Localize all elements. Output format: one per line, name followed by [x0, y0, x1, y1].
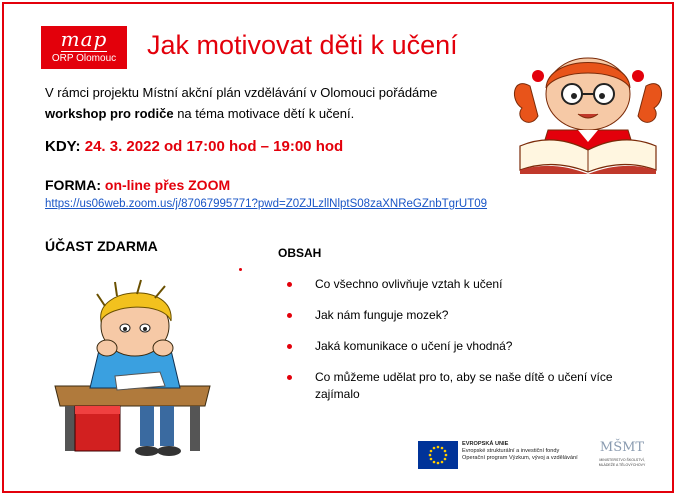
- intro-text: [45, 82, 485, 124]
- msmt-logo: [596, 438, 648, 478]
- eu-line-3: Operační program Výzkum, vývoj a vzdělávání: [462, 455, 578, 461]
- list-item-text: Co všechno ovlivňuje vztah k učení: [315, 277, 503, 291]
- kdy-line: [45, 138, 343, 155]
- intro-part1: V rámci projektu Místní akční plán vzdělávání v Olomouci pořádáme: [45, 85, 438, 100]
- logo-brand: map: [60, 27, 108, 51]
- girl-reading-illustration: [508, 46, 668, 176]
- forma-value: on-line přes ZOOM: [104, 177, 231, 193]
- msmt-text: MINISTERSTVO ŠKOLSTVÍ, MLÁDEŽE A TĚLOVÝCHOVY: [598, 458, 646, 467]
- eu-flag-icon: [418, 441, 458, 469]
- list-item: [287, 276, 632, 293]
- zoom-link[interactable]: https://us06web.zoom.us/j/87067995771?pwd=Z0ZJLzllNlptS08zaXNReGZnbTgrUT09: [45, 198, 488, 210]
- bullet-dot-icon: [287, 344, 292, 349]
- obsah-list: [287, 276, 632, 417]
- eu-line-1: EVROPSKÁ UNIE: [462, 441, 509, 447]
- intro-bold: workshop pro rodiče: [45, 106, 174, 121]
- kdy-value: 24. 3. 2022 od 17:00 hod – 19:00 hod: [84, 138, 344, 155]
- boy-studying-illustration: [45, 276, 220, 461]
- list-item: [287, 338, 632, 355]
- page-title: Jak motivovat děti k učení: [147, 30, 458, 60]
- stray-dot: [239, 268, 242, 271]
- list-item: [287, 307, 632, 324]
- list-item: [287, 369, 632, 403]
- bullet-dot-icon: [287, 313, 292, 318]
- forma-line: [45, 177, 230, 193]
- kdy-label: KDY:: [45, 138, 81, 155]
- list-item-text: Jaká komunikace o učení je vhodná?: [315, 339, 513, 353]
- map-logo: [41, 26, 127, 69]
- eu-line-2: Evropské strukturální a investiční fondy: [462, 448, 560, 454]
- list-item-text: Jak nám funguje mozek?: [315, 308, 449, 322]
- intro-part2: na téma motivace dětí k učení.: [173, 106, 355, 121]
- obsah-heading: OBSAH: [278, 246, 322, 260]
- msmt-mark: MŠMT: [599, 440, 645, 455]
- logo-subtitle: ORP Olomouc: [51, 53, 117, 64]
- ucast-zdarma: ÚČAST ZDARMA: [45, 238, 158, 254]
- eu-text: [462, 441, 592, 462]
- bullet-dot-icon: [287, 375, 292, 380]
- bullet-dot-icon: [287, 282, 292, 287]
- forma-label: FORMA:: [45, 177, 101, 193]
- list-item-text: Co můžeme udělat pro to, aby se naše dítě o učení více zajímalo: [315, 370, 613, 401]
